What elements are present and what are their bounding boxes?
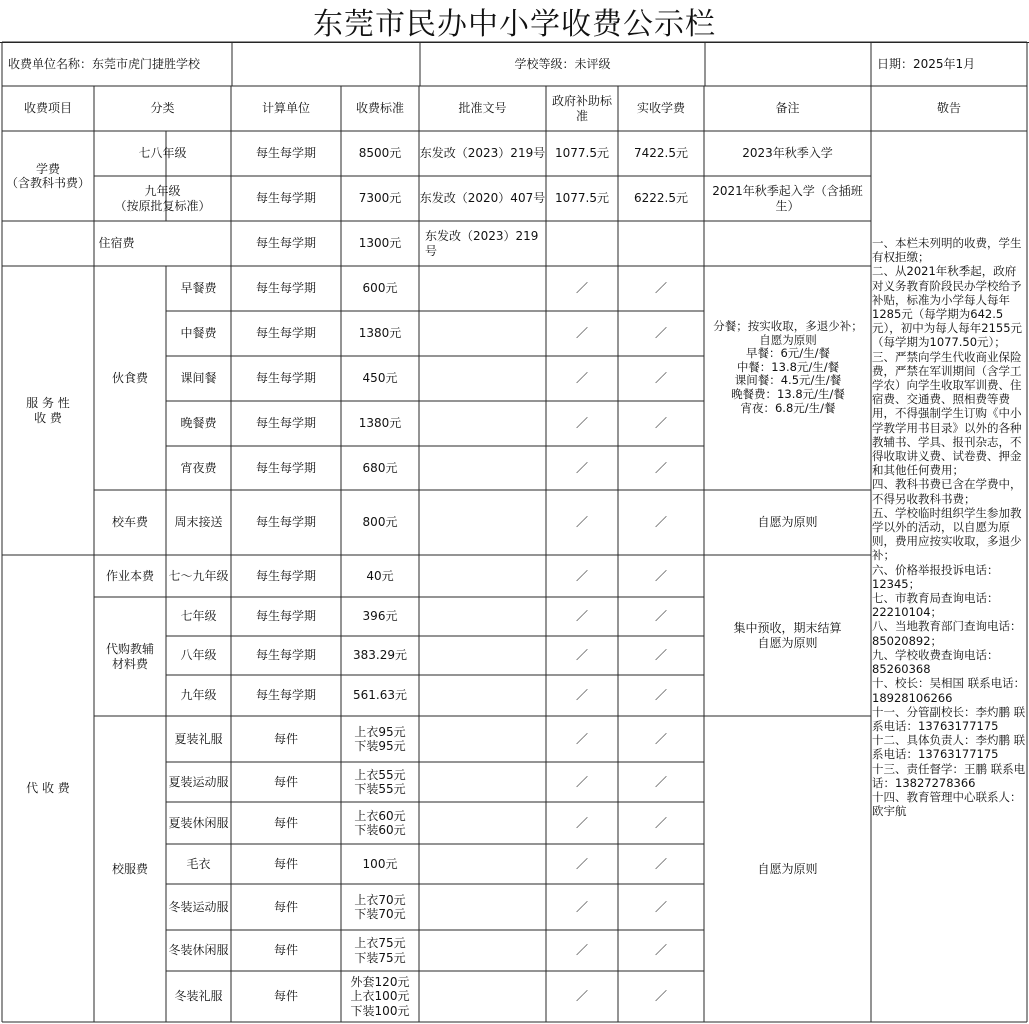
header-cell-7-text: 备注 xyxy=(775,101,800,116)
meal-standard-text: 1380元 xyxy=(358,416,402,431)
meal-unit xyxy=(231,356,341,401)
books-subsidy xyxy=(546,675,618,716)
meal-actual-text: ／ xyxy=(654,281,667,296)
tuition-doc-text: 东发改（2020）407号 xyxy=(419,191,546,206)
books-unit-text: 每生每学期 xyxy=(255,648,316,663)
meal-item xyxy=(166,311,231,356)
meal-subsidy-text: ／ xyxy=(575,416,588,431)
meal-item-text: 早餐费 xyxy=(180,281,217,296)
uniform-standard xyxy=(341,802,419,844)
tuition-subsidy-text: 1077.5元 xyxy=(555,146,609,161)
bus-subsidy xyxy=(546,490,618,555)
uniform-item xyxy=(166,802,231,844)
meal-standard-text: 680元 xyxy=(362,460,398,475)
uniform-standard-text: 上衣70元 下装70元 xyxy=(354,892,406,921)
meal-remark: 分餐；按实收取，多退少补； 自愿为原则 早餐：6元/生/餐 中餐：13.8元/生/餐 课间餐：4.5元/生/餐 晚餐费：13.8元/生/餐 宵夜：6.8元/生/餐 xyxy=(713,319,863,415)
books-unit-text: 每生每学期 xyxy=(255,688,316,703)
meal-actual xyxy=(618,401,704,446)
uniform-subsidy-text: ／ xyxy=(575,856,588,871)
tuition-doc-text: 东发改（2023）219号 xyxy=(419,146,546,161)
tuition-standard xyxy=(341,176,419,221)
uniform-actual-text: ／ xyxy=(654,731,667,746)
uniform-standard-text: 外套120元 上衣100元 下装100元 xyxy=(350,974,410,1018)
uniform-unit xyxy=(231,844,341,884)
meal-item xyxy=(166,401,231,446)
tuition-remark-text: 2021年秋季起入学（含插班生） xyxy=(712,184,863,213)
uniform-unit xyxy=(231,802,341,844)
uniform-subsidy xyxy=(546,884,618,930)
header-cell-1-text: 分类 xyxy=(150,101,175,116)
meal-unit-text: 每生每学期 xyxy=(255,326,316,341)
header-cell-8 xyxy=(871,86,1027,131)
meal-actual xyxy=(618,266,704,311)
header-cell-4 xyxy=(419,86,546,131)
meal-actual xyxy=(618,356,704,401)
bus-actual xyxy=(618,490,704,555)
meal-subsidy-text: ／ xyxy=(575,371,588,386)
books-standard-text: 383.29元 xyxy=(353,648,407,663)
bus-remark xyxy=(704,490,871,555)
meal-actual xyxy=(618,311,704,356)
bus-remark-text: 自愿为原则 xyxy=(757,515,818,530)
uniform-actual-text: ／ xyxy=(654,774,667,789)
uniform-item xyxy=(166,930,231,971)
tuition-standard-text: 8500元 xyxy=(358,146,402,161)
meal-subsidy xyxy=(546,266,618,311)
bus-subsidy-text: ／ xyxy=(575,515,588,530)
uniform-standard-text: 上衣60元 下装60元 xyxy=(354,808,406,837)
header-cell-2-text: 计算单位 xyxy=(261,101,310,116)
uniform-actual xyxy=(618,802,704,844)
uniform-unit xyxy=(231,762,341,802)
books-remark xyxy=(704,555,871,716)
uniform-item-text: 冬装运动服 xyxy=(168,899,229,914)
uniform-subsidy xyxy=(546,802,618,844)
bus-standard-text: 800元 xyxy=(362,515,398,530)
bus-actual-text: ／ xyxy=(654,515,667,530)
meal-fee-label-text: 伙食费 xyxy=(111,370,148,385)
header-cell-4-text: 批准文号 xyxy=(458,101,507,116)
meal-subsidy-text: ／ xyxy=(575,460,588,475)
bus-unit xyxy=(231,490,341,555)
tuition-unit xyxy=(231,176,341,221)
tuition-subsidy xyxy=(546,176,618,221)
header-cell-3 xyxy=(341,86,419,131)
uniform-actual xyxy=(618,716,704,762)
school-grade xyxy=(420,42,705,86)
tuition-label-text: 学费 （含教科书费） xyxy=(5,161,90,190)
lodging-standard-text: 1300元 xyxy=(358,236,402,251)
uniform-actual-text: ／ xyxy=(654,815,667,830)
meal-item xyxy=(166,446,231,490)
uniform-item-text: 夏装礼服 xyxy=(174,731,223,746)
uniform-standard xyxy=(341,844,419,884)
books-subsidy xyxy=(546,636,618,675)
meal-item-text: 晚餐费 xyxy=(180,416,217,431)
meal-unit-text: 每生每学期 xyxy=(255,371,316,386)
header-cell-0-text: 收费项目 xyxy=(23,101,72,116)
uniform-actual xyxy=(618,762,704,802)
meal-item xyxy=(166,356,231,401)
header-cell-2 xyxy=(231,86,341,131)
homework-actual xyxy=(618,555,704,597)
tuition-standard xyxy=(341,131,419,176)
uniform-unit xyxy=(231,971,341,1022)
bus-item xyxy=(166,490,231,555)
uniform-item-text: 夏装休闲服 xyxy=(168,815,229,830)
uniform-unit xyxy=(231,884,341,930)
meal-unit-text: 每生每学期 xyxy=(255,460,316,475)
bus-fee-label-text: 校车费 xyxy=(111,515,148,530)
tuition-unit-text: 每生每学期 xyxy=(255,191,316,206)
meal-unit xyxy=(231,401,341,446)
header-cell-8-text: 敬告 xyxy=(936,101,961,116)
uniform-subsidy xyxy=(546,844,618,884)
uniform-subsidy-text: ／ xyxy=(575,899,588,914)
bus-standard xyxy=(341,490,419,555)
books-item-text: 七年级 xyxy=(180,609,217,624)
meal-unit xyxy=(231,266,341,311)
uniform-subsidy-text: ／ xyxy=(575,774,588,789)
tuition-category xyxy=(94,176,231,221)
uniform-actual-text: ／ xyxy=(654,943,667,958)
meal-subsidy xyxy=(546,356,618,401)
header-cell-0 xyxy=(2,86,94,131)
uniform-standard xyxy=(341,930,419,971)
tuition-subsidy xyxy=(546,131,618,176)
uniform-item-text: 冬装礼服 xyxy=(174,989,223,1004)
service-fee-label xyxy=(2,266,94,555)
meal-standard xyxy=(341,266,419,311)
tuition-remark xyxy=(704,131,871,176)
books-label-text: 代购教辅 材料费 xyxy=(105,642,154,671)
tuition-actual xyxy=(618,131,704,176)
collect-fee-label xyxy=(2,555,94,1022)
lodging-label-text: 住宿费 xyxy=(98,236,135,251)
uniform-subsidy-text: ／ xyxy=(575,989,588,1004)
fee-unit-name xyxy=(2,42,232,86)
uniform-remark-text: 自愿为原则 xyxy=(757,861,818,876)
uniform-subsidy-text: ／ xyxy=(575,731,588,746)
lodging-standard xyxy=(341,221,419,266)
school-grade-text: 学校等级：未评级 xyxy=(514,56,611,71)
books-subsidy-text: ／ xyxy=(575,609,588,624)
books-subsidy xyxy=(546,597,618,636)
uniform-standard xyxy=(341,971,419,1022)
uniform-item xyxy=(166,971,231,1022)
homework-standard-text: 40元 xyxy=(366,568,394,583)
meal-actual-text: ／ xyxy=(654,416,667,431)
tuition-category xyxy=(94,131,231,176)
header-cell-6 xyxy=(618,86,704,131)
lodging-unit xyxy=(231,221,341,266)
lodging-doc-text: 东发改（2023）219号 xyxy=(425,229,539,258)
books-actual-text: ／ xyxy=(654,648,667,663)
uniform-unit-text: 每件 xyxy=(273,815,298,830)
books-subsidy-text: ／ xyxy=(575,648,588,663)
notice-date xyxy=(871,42,1027,86)
homework-label-text: 作业本费 xyxy=(105,568,154,583)
meal-actual-text: ／ xyxy=(654,326,667,341)
notice-text: 一、本栏未列明的收费，学生有权拒缴； 二、从2021年秋季起，政府对义务教育阶段民办学校给予补贴，标准为小学每人每年1285元（每学期为642.5元），初中为每人每年2155元（每学期为1077.50元）； 三、严禁向学生代收商业保险费，严禁在军训期间（含学工学农）向学生收取军训费、住宿费、交通费、照相费等费用，不得强制学生订购《中小学教学用书目录》以外的各种教辅书、学具、报刊杂志，不得收取讲义费、试卷费、押金和其他任何费用； 四、教科书费已含在学费中，不得另收教科书费； 五、学校临时组织学生参加教学以外的活动，以自愿为原则，费用应按实收取，多退少补； 六、价格举报投诉电话：12345； 七、市教育局查询电话：22210104； 八、当地教育部门查询电话：85020892； 九、学校收费查询电话：85260368 十、校长：吴相国 联系电话：18928106266 十一、分管副校长：李灼鹏 联系电话：13763177175 十二、具体负责人：李灼鹏 联系电话：13763177175 十三、责任督学：王鹏 联系电话：13827278366 十四、教育管理中心联系人：欧宇航 xyxy=(872,236,1026,819)
uniform-standard-text: 上衣75元 下装75元 xyxy=(354,936,406,965)
books-actual xyxy=(618,597,704,636)
books-item-text: 八年级 xyxy=(180,648,217,663)
uniform-label xyxy=(94,716,166,1022)
tuition-remark xyxy=(704,176,871,221)
notice-date-text: 日期：2025年1月 xyxy=(877,56,976,71)
books-unit xyxy=(231,597,341,636)
uniform-standard xyxy=(341,884,419,930)
tuition-label xyxy=(2,131,94,221)
uniform-actual xyxy=(618,884,704,930)
meal-actual-text: ／ xyxy=(654,460,667,475)
uniform-subsidy xyxy=(546,716,618,762)
tuition-remark-text: 2023年秋季入学 xyxy=(742,146,833,161)
uniform-standard xyxy=(341,716,419,762)
meal-unit-text: 每生每学期 xyxy=(255,416,316,431)
meal-item-text: 宵夜费 xyxy=(180,460,217,475)
meal-actual xyxy=(618,446,704,490)
meal-standard xyxy=(341,401,419,446)
meal-item xyxy=(166,266,231,311)
tuition-actual xyxy=(618,176,704,221)
books-item xyxy=(166,636,231,675)
books-standard-text: 396元 xyxy=(362,609,398,624)
books-standard xyxy=(341,636,419,675)
uniform-subsidy-text: ／ xyxy=(575,943,588,958)
page-title: 东莞市民办中小学收费公示栏 xyxy=(0,0,1029,43)
uniform-subsidy xyxy=(546,930,618,971)
uniform-standard xyxy=(341,762,419,802)
books-item xyxy=(166,597,231,636)
books-unit xyxy=(231,675,341,716)
tuition-category-text: 七八年级 xyxy=(138,146,187,161)
service-fee-label-text: 服 务 性 收 费 xyxy=(26,396,70,425)
books-standard-text: 561.63元 xyxy=(353,688,407,703)
header-cell-5 xyxy=(546,86,618,131)
homework-unit-text: 每生每学期 xyxy=(255,568,316,583)
meal-standard-text: 1380元 xyxy=(358,326,402,341)
uniform-unit-text: 每件 xyxy=(273,943,298,958)
uniform-item xyxy=(166,762,231,802)
header-cell-1 xyxy=(94,86,231,131)
meal-subsidy-text: ／ xyxy=(575,281,588,296)
books-standard xyxy=(341,597,419,636)
meal-subsidy xyxy=(546,311,618,356)
books-remark-text: 集中预收，期末结算 自愿为原则 xyxy=(733,621,842,650)
tuition-actual-text: 6222.5元 xyxy=(634,191,688,206)
books-standard xyxy=(341,675,419,716)
meal-standard xyxy=(341,356,419,401)
homework-actual-text: ／ xyxy=(654,568,667,583)
uniform-unit-text: 每件 xyxy=(273,856,298,871)
uniform-label-text: 校服费 xyxy=(111,861,148,876)
meal-fee-label xyxy=(94,266,166,490)
meal-unit xyxy=(231,446,341,490)
tuition-unit-text: 每生每学期 xyxy=(255,146,316,161)
meal-standard-text: 600元 xyxy=(362,281,398,296)
homework-standard xyxy=(341,555,419,597)
meal-subsidy-text: ／ xyxy=(575,326,588,341)
books-item xyxy=(166,675,231,716)
books-actual xyxy=(618,675,704,716)
books-subsidy-text: ／ xyxy=(575,688,588,703)
header-cell-3-text: 收费标准 xyxy=(355,101,404,116)
meal-standard-text: 450元 xyxy=(362,371,398,386)
bus-item-text: 周末接送 xyxy=(174,515,223,530)
tuition-standard-text: 7300元 xyxy=(358,191,402,206)
uniform-unit-text: 每件 xyxy=(273,774,298,789)
uniform-actual-text: ／ xyxy=(654,856,667,871)
books-label xyxy=(94,597,166,716)
books-item-text: 九年级 xyxy=(180,688,217,703)
uniform-unit-text: 每件 xyxy=(273,989,298,1004)
bus-unit-text: 每生每学期 xyxy=(255,515,316,530)
tuition-actual-text: 7422.5元 xyxy=(634,146,688,161)
bus-fee-label xyxy=(94,490,166,555)
uniform-actual xyxy=(618,844,704,884)
meal-item-text: 中餐费 xyxy=(180,326,217,341)
homework-subsidy xyxy=(546,555,618,597)
uniform-item xyxy=(166,884,231,930)
uniform-unit xyxy=(231,930,341,971)
uniform-subsidy-text: ／ xyxy=(575,815,588,830)
books-unit xyxy=(231,636,341,675)
lodging-doc xyxy=(419,221,546,266)
uniform-standard-text: 100元 xyxy=(362,856,398,871)
uniform-actual xyxy=(618,930,704,971)
uniform-standard-text: 上衣95元 下装95元 xyxy=(354,724,406,753)
uniform-item xyxy=(166,716,231,762)
meal-standard xyxy=(341,446,419,490)
header-cell-5-text: 政府补助标 准 xyxy=(551,94,612,123)
meal-item-text: 课间餐 xyxy=(180,371,217,386)
uniform-item-text: 夏装运动服 xyxy=(168,774,229,789)
homework-item-text: 七～九年级 xyxy=(168,568,229,583)
uniform-item xyxy=(166,844,231,884)
uniform-actual xyxy=(618,971,704,1022)
tuition-category-text: 九年级 （按原批复标准） xyxy=(114,184,211,213)
uniform-actual-text: ／ xyxy=(654,989,667,1004)
uniform-subsidy xyxy=(546,971,618,1022)
uniform-subsidy xyxy=(546,762,618,802)
uniform-actual-text: ／ xyxy=(654,899,667,914)
meal-unit xyxy=(231,311,341,356)
tuition-doc xyxy=(419,131,546,176)
lodging-label xyxy=(2,221,231,266)
meal-actual-text: ／ xyxy=(654,371,667,386)
books-unit-text: 每生每学期 xyxy=(255,609,316,624)
meal-unit-text: 每生每学期 xyxy=(255,281,316,296)
uniform-item-text: 毛衣 xyxy=(186,856,211,871)
meal-subsidy xyxy=(546,401,618,446)
fee-unit-name-text: 收费单位名称：东莞市虎门捷胜学校 xyxy=(8,56,201,71)
tuition-unit xyxy=(231,131,341,176)
header-cell-6-text: 实收学费 xyxy=(636,101,685,116)
uniform-item-text: 冬装休闲服 xyxy=(168,943,229,958)
homework-subsidy-text: ／ xyxy=(575,568,588,583)
uniform-unit-text: 每件 xyxy=(273,899,298,914)
uniform-unit-text: 每件 xyxy=(273,731,298,746)
homework-label xyxy=(94,555,166,597)
books-actual-text: ／ xyxy=(654,688,667,703)
uniform-standard-text: 上衣55元 下装55元 xyxy=(354,767,406,796)
homework-unit xyxy=(231,555,341,597)
collect-fee-label-text: 代 收 费 xyxy=(26,781,70,796)
meal-standard xyxy=(341,311,419,356)
tuition-subsidy-text: 1077.5元 xyxy=(555,191,609,206)
homework-item xyxy=(166,555,231,597)
uniform-unit xyxy=(231,716,341,762)
books-actual xyxy=(618,636,704,675)
books-actual-text: ／ xyxy=(654,609,667,624)
tuition-doc xyxy=(419,176,546,221)
uniform-remark xyxy=(704,716,871,1022)
header-cell-7 xyxy=(704,86,871,131)
lodging-unit-text: 每生每学期 xyxy=(255,236,316,251)
meal-subsidy xyxy=(546,446,618,490)
